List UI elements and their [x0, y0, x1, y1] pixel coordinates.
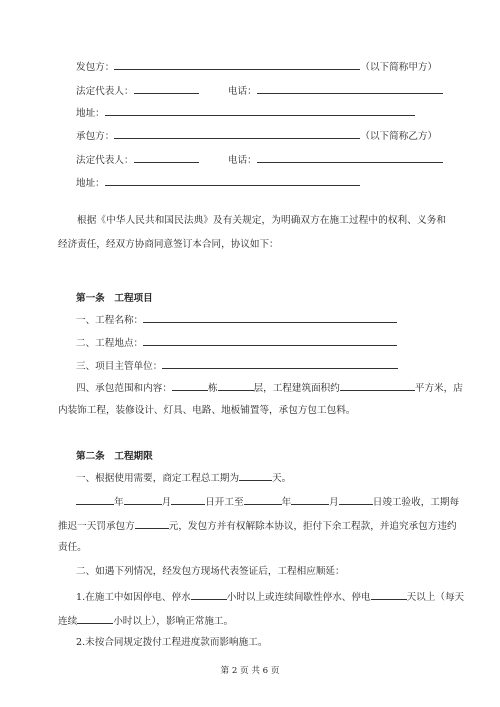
scope-label: 四、承包范围和内容： [76, 383, 172, 394]
outage-text: 小时以上或连续间歇性停水、停电 [226, 592, 371, 603]
legal-rep-label: 法定代表人： [76, 155, 134, 166]
floor-count-blank[interactable] [218, 381, 254, 391]
scope-continuation: 内装饰工程，装修设计、灯具、电路、地板铺置等，承包方包工包料。 [58, 405, 356, 416]
project-authority-label: 三、项目主管单位： [76, 361, 163, 372]
total-period-row [76, 471, 291, 485]
end-year-blank[interactable] [244, 495, 282, 505]
continuous-label: 连续 [58, 616, 78, 627]
penalty-label: 推迟一天罚承包方 [58, 521, 135, 532]
employer-phone-row [228, 84, 443, 98]
employer-row [76, 60, 437, 74]
address-blank[interactable] [105, 106, 415, 116]
end-label: 日竣工验收，工期每 [372, 497, 460, 508]
contractor-legal-rep-row [76, 153, 199, 167]
area-unit: 平方米，店 [414, 383, 463, 394]
start-year-blank[interactable] [76, 495, 114, 505]
article-2-title: 第二条 工程期限 [76, 451, 153, 462]
start-day-blank[interactable] [171, 495, 205, 505]
area-blank[interactable] [340, 381, 415, 391]
employer-note: （以下简称甲方） [360, 62, 438, 73]
year-label: 年 [281, 497, 292, 508]
extension-clause: 二、如遇下列情况，经发包方现场代表签证后，工程相应顺延： [76, 566, 345, 577]
project-name-blank[interactable] [143, 313, 397, 323]
page-footer: 第 2 页 共 6 页 [220, 666, 280, 676]
contractor-blank[interactable] [114, 129, 360, 139]
power-outage-row [76, 590, 464, 604]
outage-hours-blank[interactable] [191, 590, 227, 600]
legal-rep-blank[interactable] [134, 153, 199, 163]
building-unit: 栋 [207, 383, 218, 394]
power-outage-label: 1.在施工中如因停电、停水 [76, 592, 191, 603]
address-blank[interactable] [105, 176, 360, 186]
address-label: 地址： [76, 108, 105, 119]
phone-blank[interactable] [257, 84, 443, 94]
total-days-blank[interactable] [239, 471, 272, 481]
penalty-continuation: 责任。 [58, 542, 87, 553]
project-location-label: 二、工程地点： [76, 338, 144, 349]
project-authority-row [76, 359, 398, 373]
year-label: 年 [114, 497, 124, 508]
preamble: 根据《中华人民共和国民法典》及有关规定，为明确双方在施工过程中的权利、义务和经济责任，经双方协商同意签订本合同，协议如下： [58, 215, 446, 250]
phone-label: 电话： [228, 155, 257, 166]
contractor-row [76, 129, 437, 143]
month-label: 月 [161, 497, 172, 508]
penalty-row [58, 519, 457, 533]
schedule-row [76, 495, 459, 509]
phone-blank[interactable] [257, 153, 443, 163]
project-location-row [76, 336, 397, 350]
building-count-blank[interactable] [172, 381, 208, 391]
phone-label: 电话： [228, 86, 257, 97]
payment-delay-clause: 2.未按合同规定拨付工程进度款而影响施工。 [76, 637, 268, 648]
contractor-phone-row [228, 153, 443, 167]
contractor-note: （以下简称乙方） [360, 131, 438, 142]
employer-address-row [76, 106, 415, 120]
project-location-blank[interactable] [143, 336, 397, 346]
penalty-amount-blank[interactable] [135, 519, 169, 529]
project-name-label: 一、工程名称： [76, 315, 144, 326]
continuous-text: 小时以上），影响正常施工。 [113, 616, 234, 627]
area-text: 层，工程建筑面积约 [253, 383, 340, 394]
contractor-label: 承包方： [76, 131, 115, 142]
legal-rep-blank[interactable] [134, 84, 199, 94]
total-period-unit: 天。 [272, 473, 292, 484]
continuous-hours-blank[interactable] [77, 614, 113, 624]
end-month-blank[interactable] [291, 495, 329, 505]
outage-days-text: 天以上（每天 [406, 592, 465, 603]
address-label: 地址： [76, 178, 105, 189]
start-label: 日开工至 [205, 497, 244, 508]
month-label: 月 [329, 497, 339, 508]
end-day-blank[interactable] [339, 495, 373, 505]
article-1-title: 第一条 工程项目 [76, 293, 153, 304]
outage-days-blank[interactable] [371, 590, 407, 600]
project-name-row [76, 313, 397, 327]
continuous-row [58, 614, 233, 628]
scope-row [76, 381, 463, 395]
employer-blank[interactable] [114, 60, 360, 70]
start-month-blank[interactable] [124, 495, 162, 505]
penalty-text: 元，发包方并有权解除本协议，拒付下余工程款，并追究承包方违约 [168, 521, 457, 532]
legal-rep-label: 法定代表人： [76, 86, 134, 97]
project-authority-blank[interactable] [162, 359, 398, 369]
employer-legal-rep-row [76, 84, 199, 98]
employer-label: 发包方： [76, 62, 115, 73]
total-period-label: 一、根据使用需要，商定工程总工期为 [76, 473, 240, 484]
contractor-address-row [76, 176, 360, 190]
